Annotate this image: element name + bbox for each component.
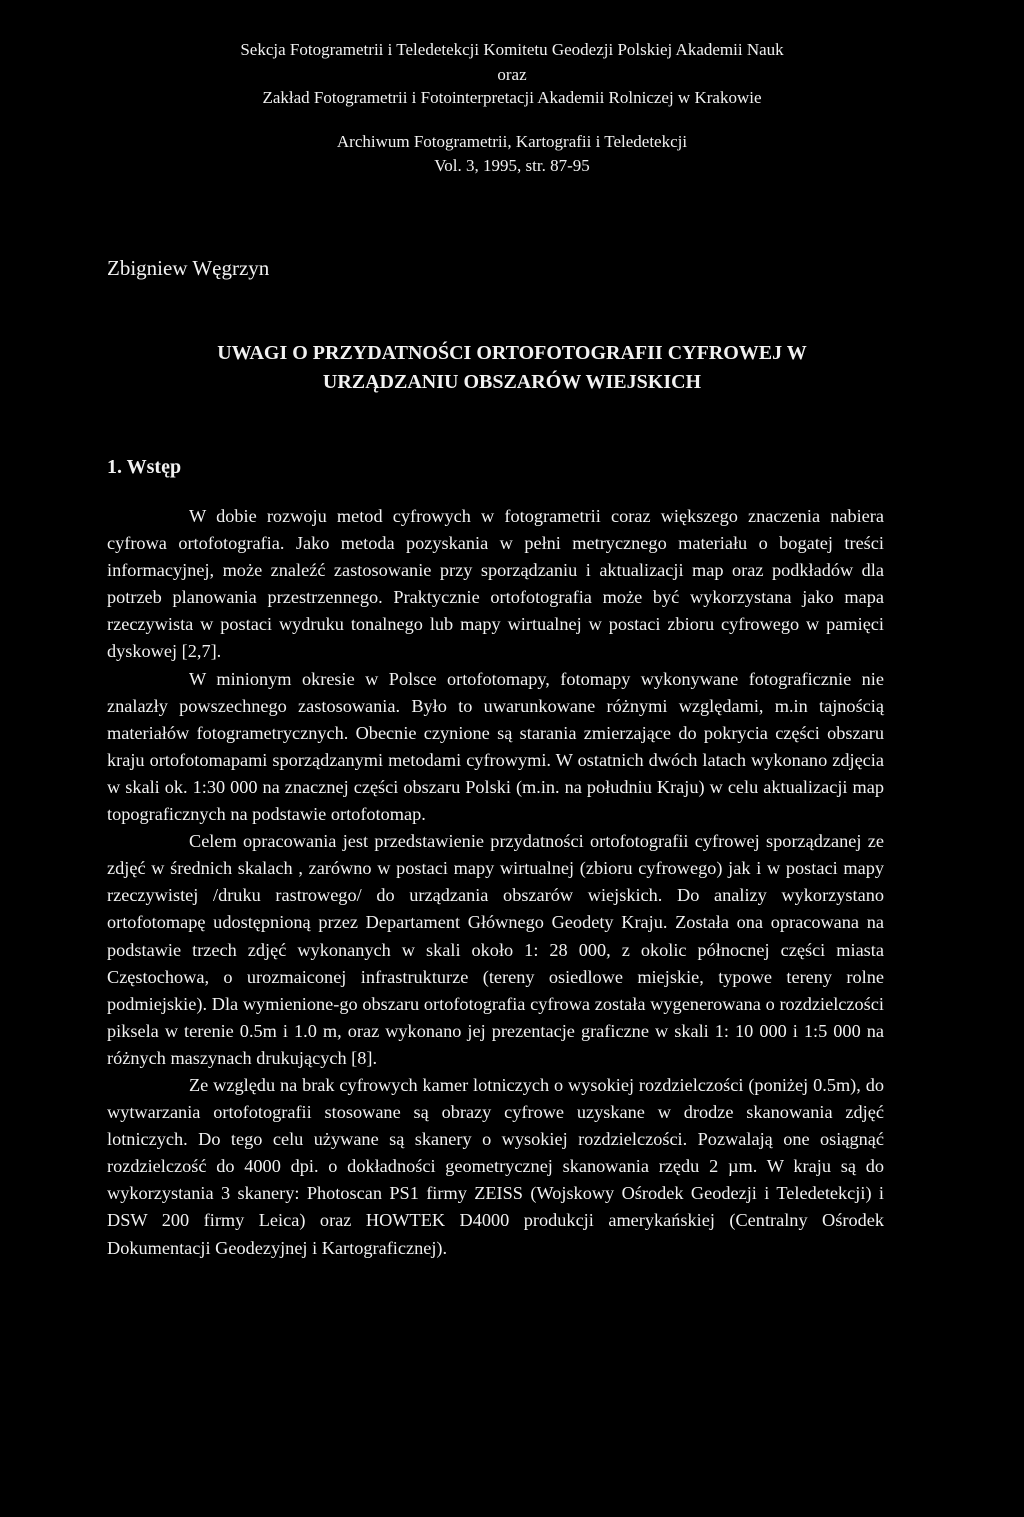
body-text	[107, 503, 884, 1262]
section-heading: 1. Wstęp	[107, 456, 182, 478]
paragraph-1: W dobie rozwoju metod cyfrowych w fotogrametrii coraz większego znaczenia nabiera cyfrowa ortofotografia. Jako metoda pozyskania w pełni metrycznego materiału o bogatej treści informacyjnej, może znaleźć zastosowanie przy sporządzaniu i aktualizacji map oraz podkładów dla potrzeb planowania przestrzennego. Praktycznie ortofotografia może być wykorzystana jako mapa rzeczywista w postaci wydruku tonalnego lub mapy wirtualnej w postaci zbioru cyfrowego w pamięci dyskowej [2,7].	[107, 506, 884, 662]
header-conjunction: oraz	[497, 65, 527, 84]
journal-volume: Vol. 3, 1995, str. 87-95	[434, 156, 590, 175]
author-name: Zbigniew Węgrzyn	[107, 256, 270, 280]
paragraph-4: Ze względu na brak cyfrowych kamer lotniczych o wysokiej rozdzielczości (poniżej 0.5m), do wytwarzania ortofotografii stosowane są obrazy cyfrowe uzyskane w drodze skanowania zdjęć lotniczych. Do tego celu używane są skanery o wysokiej rozdzielczości. Pozwalają one osiągnąć rozdzielczość do 4000 dpi. o dokładności geometrycznej skanowania rzędu 2 µm. W kraju są do wykorzystania 3 skanery: Photoscan PS1 firmy ZEISS (Wojskowy Ośrodek Geodezji i Teledetekcji) i DSW 200 firmy Leica) oraz HOWTEK D4000 produkcji amerykańskiej (Centralny Ośrodek Dokumentacji Geodezyjnej i Kartograficznej).	[107, 1074, 884, 1258]
journal-name: Archiwum Fotogrametrii, Kartografii i Teledetekcji	[336, 132, 688, 151]
header-institution: Sekcja Fotogrametrii i Teledetekcji Komitetu Geodezji Polskiej Akademii Nauk	[240, 40, 784, 59]
header-department: Zakład Fotogrametrii i Fotointerpretacji Akademii Rolniczej w Krakowie	[262, 88, 762, 107]
paragraph-2: W minionym okresie w Polsce ortofotomapy, fotomapy wykonywane fotograficznie nie znalazły powszechnego zastosowania. Było to uwarunkowane różnymi względami, m.in tajnością materiałów fotogrametrycznych. Obecnie czynione są starania zmierzające do pokrycia części obszaru kraju ortofotomapami sporządzanymi metodami cyfrowymi. W ostatnich dwóch latach wykonano zdjęcia w skali ok. 1:30 000 na znacznej części obszaru Polski (m.in. na południu Kraju) w celu aktualizacji map topograficznych na podstawie ortofotomap.	[107, 668, 884, 825]
paper-title-line1: UWAGI O PRZYDATNOŚCI ORTOFOTOGRAFII CYFROWEJ W	[217, 342, 807, 364]
paragraph-3: Celem opracowania jest przedstawienie przydatności ortofotografii cyfrowej sporządzanej ze zdjęć w średnich skalach , zarówno w postaci mapy wirtualnej (zbioru cyfrowego) jak i w postaci mapy rzeczywistej /druku rastrowego/ do urządzania obszarów wiejskich. Do analizy wykorzystano ortofotomapę udostępnioną przez Departament Głównego Geodety Kraju. Została ona opracowana na podstawie trzech zdjęć wykonanych w skali około 1: 28 000, z okolic północnej części miasta Częstochowa, o urozmaiconej infrastrukturze (tereny osiedlowe miejskie, typowe tereny rolne podmiejskie). Dla wymienione-go obszaru ortofotografia cyfrowa została wygenerowana o rozdzielczości piksela w terenie 0.5m i 1.0 m, oraz wykonano jej prezentacje graficzne w skali 1: 10 000 i 1:5 000 na różnych maszynach drukujących [8].	[107, 831, 884, 1068]
paper-title-line2: URZĄDZANIU OBSZARÓW WIEJSKICH	[322, 371, 702, 393]
